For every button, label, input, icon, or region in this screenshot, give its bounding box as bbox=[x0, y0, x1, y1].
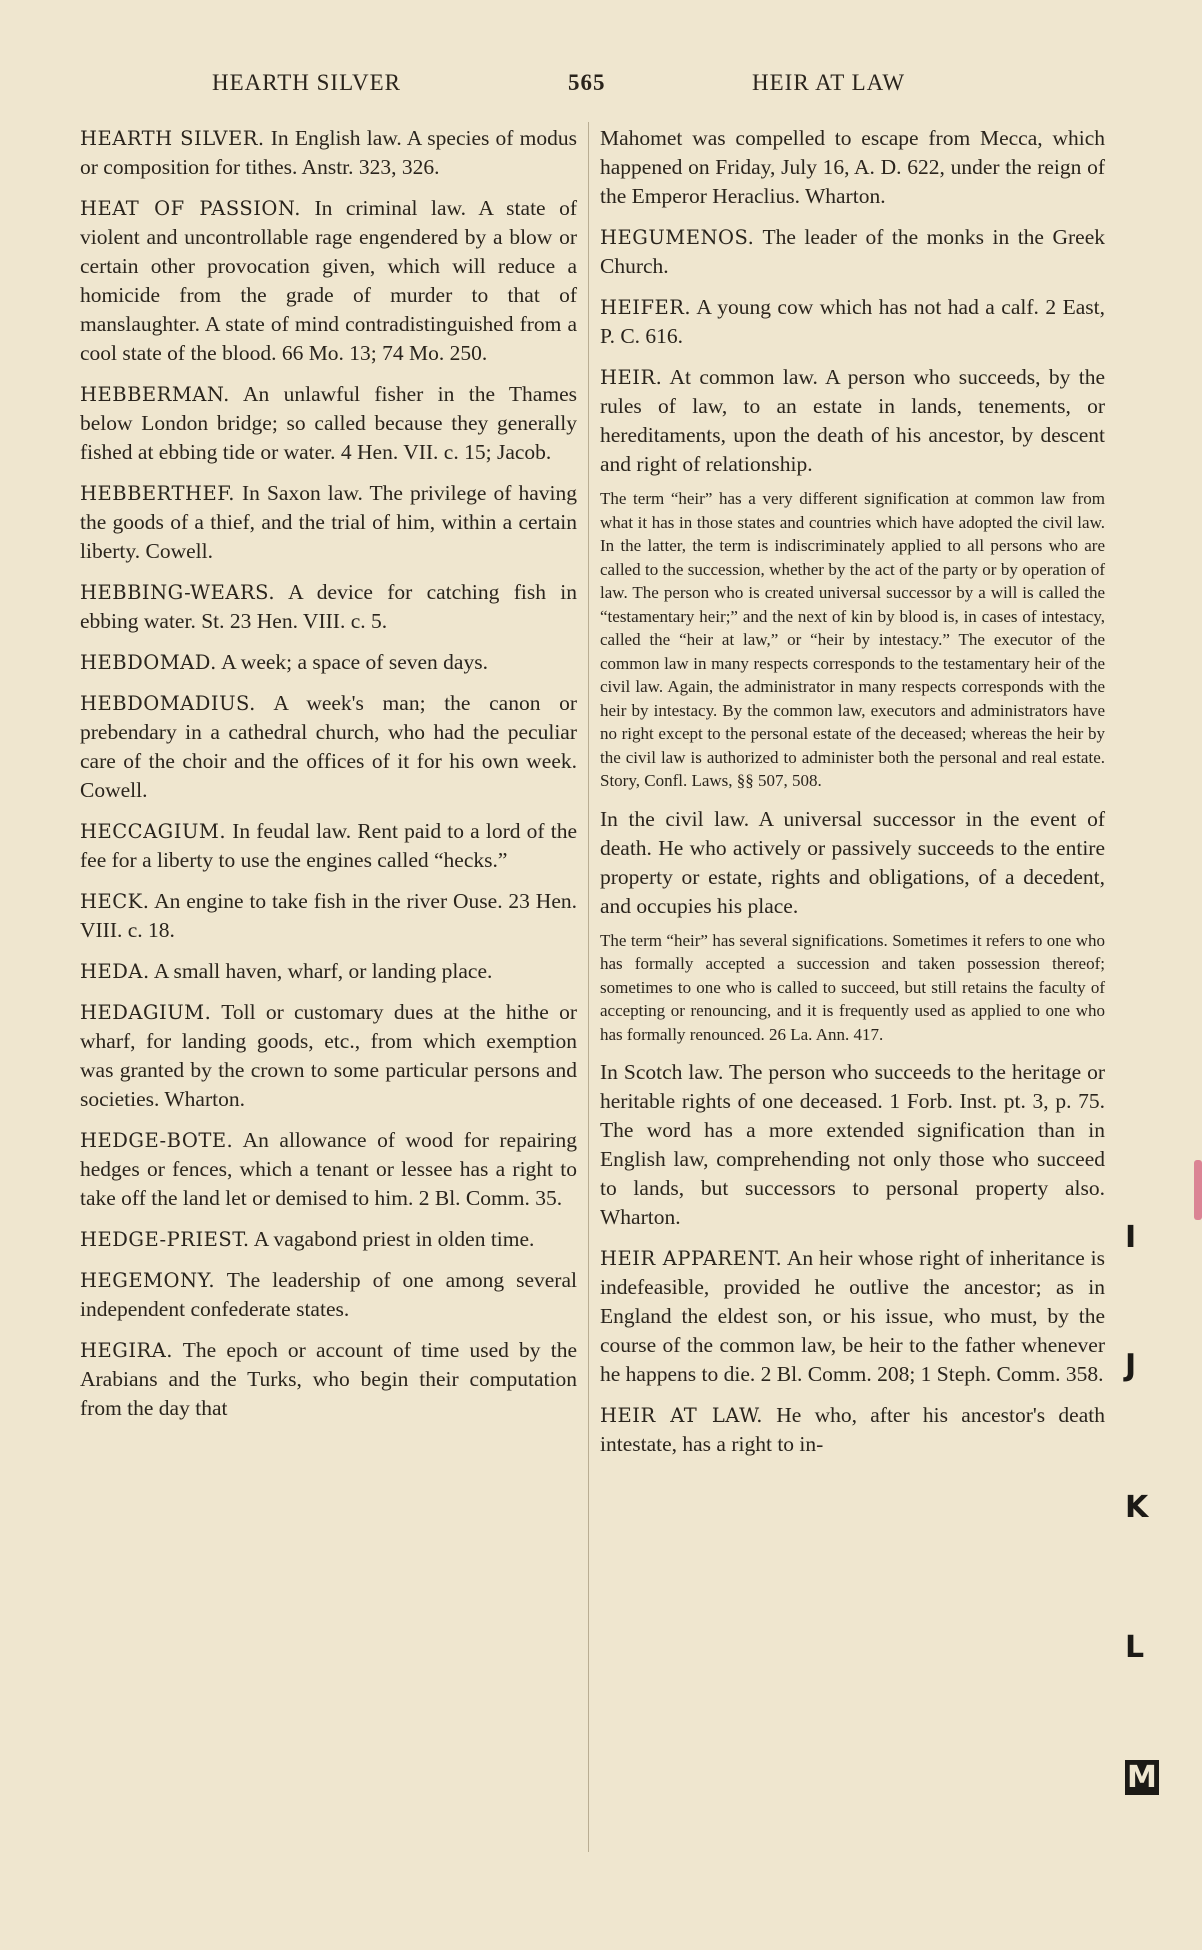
definition: An allowance of wood for repairing hedges or fences, which a tenant or lessee has a right to take off the land let or demised to him. 2 Bl. Comm. 35. bbox=[80, 1128, 577, 1210]
headword: HEBDOMAD. bbox=[80, 651, 217, 674]
dictionary-entry bbox=[80, 1126, 577, 1213]
right-column bbox=[600, 124, 1105, 1471]
headword: HEDAGIUM. bbox=[80, 1001, 212, 1024]
headword: HEIR. bbox=[600, 366, 663, 389]
dictionary-entry bbox=[80, 194, 577, 368]
definition: In feudal law. Rent paid to a lord of the fee for a liberty to use the engines called “hecks.” bbox=[80, 819, 577, 872]
dictionary-entry bbox=[600, 1244, 1105, 1389]
thumb-tab-i[interactable]: I bbox=[1125, 1220, 1137, 1255]
headword: HEARTH SILVER. bbox=[80, 127, 265, 150]
dictionary-entry bbox=[80, 380, 577, 467]
definition: A device for catching fish in ebbing water. St. 23 Hen. VIII. c. 5. bbox=[80, 580, 577, 633]
dictionary-entry bbox=[600, 293, 1105, 351]
definition: The epoch or account of time used by the Arabians and the Turks, who begin their computation from the day that bbox=[80, 1338, 577, 1420]
dictionary-entry bbox=[80, 817, 577, 875]
definition: An engine to take fish in the river Ouse. 23 Hen. VIII. c. 18. bbox=[80, 889, 577, 942]
dictionary-entry bbox=[80, 957, 577, 986]
headword: HEIFER. bbox=[600, 296, 692, 319]
dictionary-entry bbox=[80, 998, 577, 1114]
definition: In English law. A species of modus or composition for tithes. Anstr. 323, 326. bbox=[80, 126, 577, 179]
dictionary-entry bbox=[600, 223, 1105, 281]
dictionary-entry bbox=[600, 1401, 1105, 1459]
continuation-text: Mahomet was compelled to escape from Mecca, which happened on Friday, July 16, A. D. 622, under the reign of the Emperor Heraclius. Wharton. bbox=[600, 126, 1105, 208]
entries-before-heir bbox=[600, 223, 1105, 351]
dictionary-entry bbox=[80, 1336, 577, 1423]
headword: HEDGE-PRIEST. bbox=[80, 1228, 250, 1251]
headword: HEGUMENOS. bbox=[600, 226, 755, 249]
headword: HECCAGIUM. bbox=[80, 820, 227, 843]
headword: HEDA. bbox=[80, 960, 150, 983]
headword: HEIR AT LAW. bbox=[600, 1404, 763, 1427]
definition: In criminal law. A state of violent and uncontrollable rage engendered by a blow or certain other provocation given, which will reduce a homicide from the grade of murder to that of manslaughter. A state of mind contradistinguished from a cool state of the blood. 66 Mo. 13; 74 Mo. 250. bbox=[80, 196, 577, 365]
definition: An heir whose right of inheritance is indefeasible, provided he outlive the ancestor; as in England the eldest son, or his issue, who must, by the course of the common law, be heir to the father whenever he happens to die. 2 Bl. Comm. 208; 1 Steph. Comm. 358. bbox=[600, 1246, 1105, 1386]
definition: He who, after his ancestor's death intestate, has a right to in- bbox=[600, 1403, 1105, 1456]
headword: HEBBERMAN. bbox=[80, 383, 230, 406]
page-number: 565 bbox=[568, 70, 606, 95]
column-divider bbox=[588, 122, 589, 1852]
dictionary-entry bbox=[80, 578, 577, 636]
headword: HEAT OF PASSION. bbox=[80, 197, 301, 220]
definition: Toll or customary dues at the hithe or wharf, for landing goods, etc., from which exemption was granted by the crown to some particular persons and societies. Wharton. bbox=[80, 1000, 577, 1111]
definition: A week's man; the canon or prebendary in a cathedral church, who had the peculiar care of the choir and the offices of it for his own week. Cowell. bbox=[80, 691, 577, 802]
headword: HEIR APPARENT. bbox=[600, 1247, 783, 1270]
headword: HEGEMONY. bbox=[80, 1269, 216, 1292]
definition: The leader of the monks in the Greek Church. bbox=[600, 225, 1105, 278]
thumb-tab-m[interactable]: M bbox=[1127, 1760, 1157, 1795]
headword: HEBBERTHEF. bbox=[80, 482, 235, 505]
thumb-tab-j[interactable]: J bbox=[1125, 1348, 1137, 1383]
entry-heir bbox=[600, 363, 1105, 479]
dictionary-entry bbox=[80, 648, 577, 677]
definition: An unlawful fisher in the Thames below London bridge; so called because they generally fished at ebbing tide or water. 4 Hen. VII. c. 15; Jacob. bbox=[80, 382, 577, 464]
definition: A week; a space of seven days. bbox=[216, 650, 488, 674]
running-head-right: HEIR AT LAW bbox=[752, 70, 906, 95]
page-edge-mark bbox=[1194, 1160, 1202, 1220]
dictionary-entry bbox=[80, 689, 577, 805]
definition: A small haven, wharf, or landing place. bbox=[149, 959, 493, 983]
thumb-tab-k[interactable]: K bbox=[1125, 1490, 1149, 1525]
dictionary-entry bbox=[80, 1266, 577, 1324]
running-head-left: HEARTH SILVER bbox=[212, 70, 402, 95]
left-column bbox=[80, 124, 577, 1435]
entries-after-heir bbox=[600, 1244, 1105, 1459]
headword: HEDGE-BOTE. bbox=[80, 1129, 234, 1152]
running-head bbox=[0, 70, 1202, 102]
headword: HECK. bbox=[80, 890, 150, 913]
definition: A young cow which has not had a calf. 2 East, P. C. 616. bbox=[600, 295, 1105, 348]
dictionary-entry bbox=[80, 1225, 577, 1254]
dictionary-entry bbox=[80, 887, 577, 945]
headword: HEBDOMADIUS. bbox=[80, 692, 256, 715]
headword: HEBBING-WEARS. bbox=[80, 581, 276, 604]
definition: A vagabond priest in olden time. bbox=[249, 1227, 535, 1251]
headword: HEGIRA. bbox=[80, 1339, 173, 1362]
heir-scotch-law: In Scotch law. The person who succeeds to the heritage or heritable rights of one deceased. 1 Forb. Inst. pt. 3, p. 75. The word has a more extended signification than in English law, comprehending not only those who succeed to lands, but successors to personal property also. Wharton. bbox=[600, 1060, 1105, 1229]
note-heir-civil-law: The term “heir” has several significations. Sometimes it refers to one who has formally accepted a succession and taken possession thereof; sometimes to one who is called to succeed, but still retains the faculty of accepting or renouncing, and it is frequently used as applied to one who has formally renounced. 26 La. Ann. 417. bbox=[600, 930, 1105, 1044]
note-heir-common-law: The term “heir” has a very different signification at common law from what it has in those states and countries which have adopted the civil law. In the latter, the term is indiscriminately applied to all persons who are called to the succession, whether by the act of the party or by operation of law. The person who is created universal successor by a will is called the “testamentary heir;” and the next of kin by blood is, in cases of intestacy, called the “heir at law,” or “heir by intestacy.” The executor of the common law in many respects corresponds to the testamentary heir of the civil law. Again, the administrator in many respects corresponds with the heir by intestacy. By the common law, executors and administrators have no right except to the personal estate of the deceased; whereas the heir by the civil law is authorized to administer both the personal and real estate. Story, Confl. Laws, §§ 507, 508. bbox=[600, 489, 1105, 790]
thumb-tab-l[interactable]: L bbox=[1125, 1630, 1145, 1665]
dictionary-entry bbox=[80, 479, 577, 566]
definition: The leadership of one among several independent confederate states. bbox=[80, 1268, 577, 1321]
thumb-index bbox=[1125, 1200, 1165, 1820]
definition: In Saxon law. The privilege of having the goods of a thief, and the trial of him, within a certain liberty. Cowell. bbox=[80, 481, 577, 563]
dictionary-entry bbox=[80, 124, 577, 182]
heir-civil-law: In the civil law. A universal successor in the event of death. He who actively or passively succeeds to the entire property or estate, rights and obligations, of a decedent, and occupies his place. bbox=[600, 806, 1105, 918]
definition: At common law. A person who succeeds, by the rules of law, to an estate in lands, tenements, or hereditaments, upon the death of his ancestor, by descent and right of relationship. bbox=[600, 365, 1105, 476]
